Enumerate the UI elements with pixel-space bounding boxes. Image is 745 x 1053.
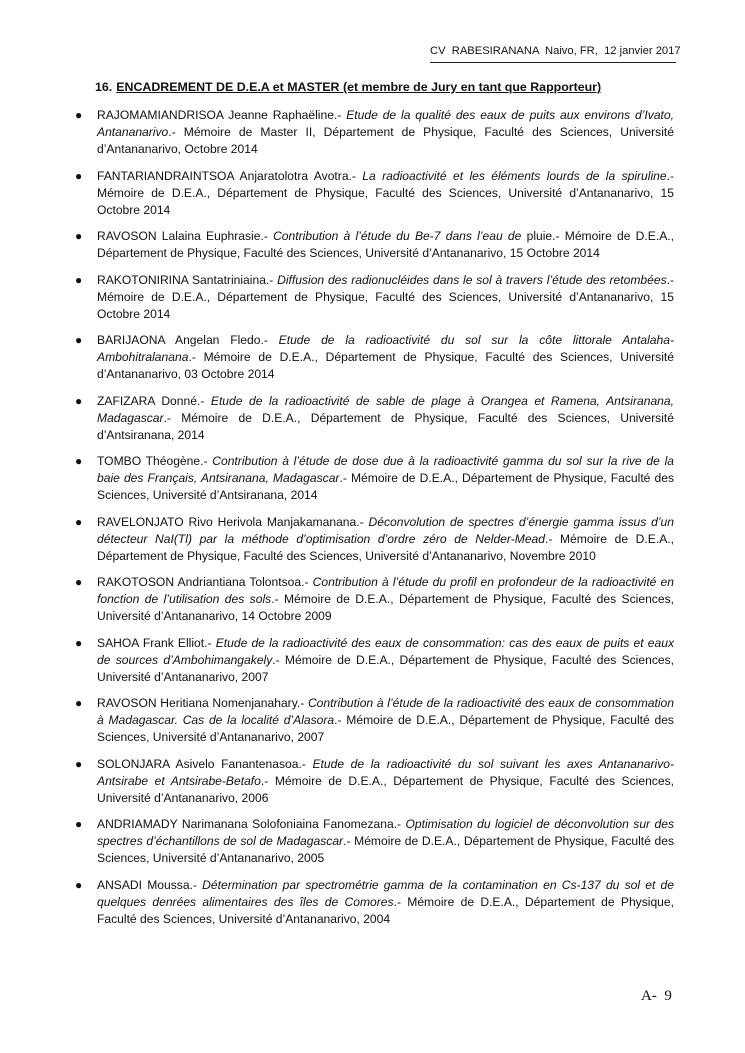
list-item: [75, 332, 674, 383]
student-name: FANTARIANDRAINTSOA Anjaratolotra Avotra.-: [97, 168, 363, 183]
thesis-details: .- Mémoire de D.E.A., Département de Physique, Faculté des Sciences, Université d’Antananarivo, 2005: [97, 834, 674, 865]
thesis-title: Contribution à l’étude du profil en profondeur de la radioactivité en fonction de l’utilisation des sols: [97, 575, 674, 606]
thesis-details: .- Mémoire de D.E.A., Département de Physique, Faculté des Sciences, Université d’Antsiranana, 2014: [97, 410, 674, 442]
thesis-title: Contribution à l’étude du Be-7 dans l’eau de: [273, 229, 522, 243]
bullet-icon: ●: [75, 696, 83, 710]
thesis-title: Etude de la radioactivité du sol suivant les axes Antananarivo-Antsirabe et Antsirabe-Betafo: [97, 756, 675, 788]
page-number: A- 9: [641, 988, 672, 1004]
thesis-title: Etude de la radioactivité de sable de plage à Orangea et Ramena, Antsiranana, Madagascar: [97, 393, 674, 425]
bullet-icon: ●: [75, 108, 83, 122]
section-number: 16.: [95, 80, 113, 94]
bullet-icon: ●: [75, 272, 83, 287]
student-name: RAKOTOSON Andriantiana Tolontsoa.-: [97, 575, 313, 589]
list-item: [75, 272, 675, 323]
bullet-icon: ●: [75, 229, 83, 243]
list-item: [75, 756, 675, 807]
list-item: [75, 453, 675, 504]
student-name: ZAFIZARA Donné.-: [97, 393, 211, 408]
list-item: [75, 168, 674, 219]
thesis-details: .- Mémoire de D.E.A., Département de Physique, Faculté des Sciences, Université d’Antananarivo, 15 Octobre 2014: [97, 168, 674, 217]
supervision-list: [75, 107, 675, 937]
bullet-icon: ●: [75, 756, 83, 771]
bullet-icon: ●: [75, 454, 83, 468]
bullet-icon: ●: [75, 575, 83, 589]
list-item: [75, 228, 674, 262]
thesis-title: Etude de la radioactivité des eaux de consommation: cas des eaux de puits et eaux de sources d’Ambohimangakely: [97, 635, 674, 667]
thesis-title: Etude de la qualité des eaux de puits aux environs d’Ivato, Antananarivo: [97, 108, 674, 139]
thesis-details: .- Mémoire de D.E.A., Département de Physique, Faculté des Sciences, Université d’Antananarivo, 2004: [97, 894, 674, 926]
thesis-details: .- Mémoire de D.E.A., Département de Physique, Faculté des Sciences, Université d’Antananarivo, 03 Octobre 2014: [97, 350, 674, 381]
bullet-icon: ●: [75, 635, 83, 650]
thesis-details: .- Mémoire de D.E.A., Département de Physique, Faculté des Sciences, Université d’Antananarivo, 15 Octobre 2014: [97, 272, 675, 321]
thesis-details: .- Mémoire de D.E.A., Département de Physique, Faculté des Sciences, Université d’Antananarivo, Novembre 2010: [97, 531, 674, 563]
thesis-details: pluie.- Mémoire de D.E.A., Département de Physique, Faculté des Sciences, Université d’Antananarivo, 15 Octobre 2014: [97, 229, 674, 260]
bullet-icon: ●: [75, 168, 83, 183]
section-heading: [95, 77, 601, 97]
list-item: [75, 514, 674, 565]
thesis-title: Déconvolution de spectres d’énergie gamma issus d’un détecteur NaI(Tl) par la méthode d’optimisation d’ordre zéro de Nelder-Mead: [97, 514, 674, 546]
thesis-title: Optimisation du logiciel de déconvolution sur des spectres d’échantillons de sol de Madagascar: [97, 817, 675, 848]
list-item: [75, 816, 675, 867]
list-item: [75, 635, 675, 686]
student-name: SOLONJARA Asivelo Fanantenasoa.-: [97, 756, 313, 771]
thesis-details: .- Mémoire de Master II, Département de Physique, Faculté des Sciences, Université d’Antananarivo, Octobre 2014: [97, 125, 674, 156]
student-name: ANSADI Moussa.-: [97, 877, 203, 892]
thesis-title: Etude de la radioactivité du sol sur la côte littorale Antalaha-Ambohitralanana: [97, 333, 674, 364]
section-title: ENCADREMENT DE D.E.A et MASTER (et membre de Jury en tant que Rapporteur): [116, 80, 602, 94]
thesis-title: Contribution à l’étude de la radioactivité des eaux de consommation à Madagascar. Cas de la localité d’Alasora: [97, 696, 674, 727]
thesis-title: Diffusion des radionucléides dans le sol à travers l’étude des retombées: [277, 272, 667, 287]
student-name: RAKOTONIRINA Santatriniaina.-: [97, 272, 278, 287]
bullet-icon: ●: [75, 393, 83, 408]
list-item: [75, 107, 674, 158]
thesis-details: .- Mémoire de D.E.A., Département de Physique, Faculté des Sciences, Université d’Antananarivo, 2007: [97, 652, 675, 684]
thesis-title: La radioactivité et les éléments lourds de la spiruline: [362, 168, 667, 183]
list-item: [75, 393, 674, 444]
student-name: ANDRIAMADY Narimanana Solofoniaina Fanomezana.-: [97, 817, 406, 831]
student-name: TOMBO Théogène.-: [97, 454, 213, 468]
list-item: [75, 877, 675, 928]
thesis-title: Détermination par spectrométrie gamma de la contamination en Cs-137 du sol et de quelques denrées alimentaires des îles de Comores: [97, 877, 675, 909]
thesis-details: .- Mémoire de D.E.A., Département de Physique, Faculté des Sciences, Université d’Antananarivo, 14 Octobre 2009: [97, 592, 674, 623]
bullet-icon: ●: [75, 514, 83, 529]
bullet-icon: ●: [75, 877, 83, 892]
thesis-details: .- Mémoire de D.E.A., Département de Physique, Faculté des Sciences, Université d’Antananarivo, 2007: [97, 713, 674, 744]
student-name: BARIJAONA Angelan Fledo.-: [97, 333, 279, 347]
student-name: RAVOSON Lalaina Euphrasie.-: [97, 229, 274, 243]
student-name: SAHOA Frank Elliot.-: [97, 635, 216, 650]
list-item: [75, 574, 674, 625]
list-item: [75, 695, 674, 746]
student-name: RAVELONJATO Rivo Herivola Manjakamanana.-: [97, 514, 369, 529]
student-name: RAJOMAMIANDRISOA Jeanne Raphaëline.-: [97, 108, 347, 122]
bullet-icon: ●: [75, 817, 83, 831]
bullet-icon: ●: [75, 333, 83, 347]
thesis-details: .- Mémoire de D.E.A., Département de Physique, Faculté des Sciences, Université d’Antananarivo, 2006: [97, 773, 674, 805]
page-header: CV RABESIRANANA Naivo, FR, 12 janvier 2017: [430, 40, 676, 63]
thesis-title: Contribution à l’étude de dose due à la radioactivité gamma du sol sur la rive de la baie des Français, Antsiranana, Madagascar: [97, 454, 674, 485]
student-name: RAVOSON Heritiana Nomenjanahary.-: [97, 696, 308, 710]
thesis-details: .- Mémoire de D.E.A., Département de Physique, Faculté des Sciences, Université d’Antsiranana, 2014: [97, 471, 675, 502]
